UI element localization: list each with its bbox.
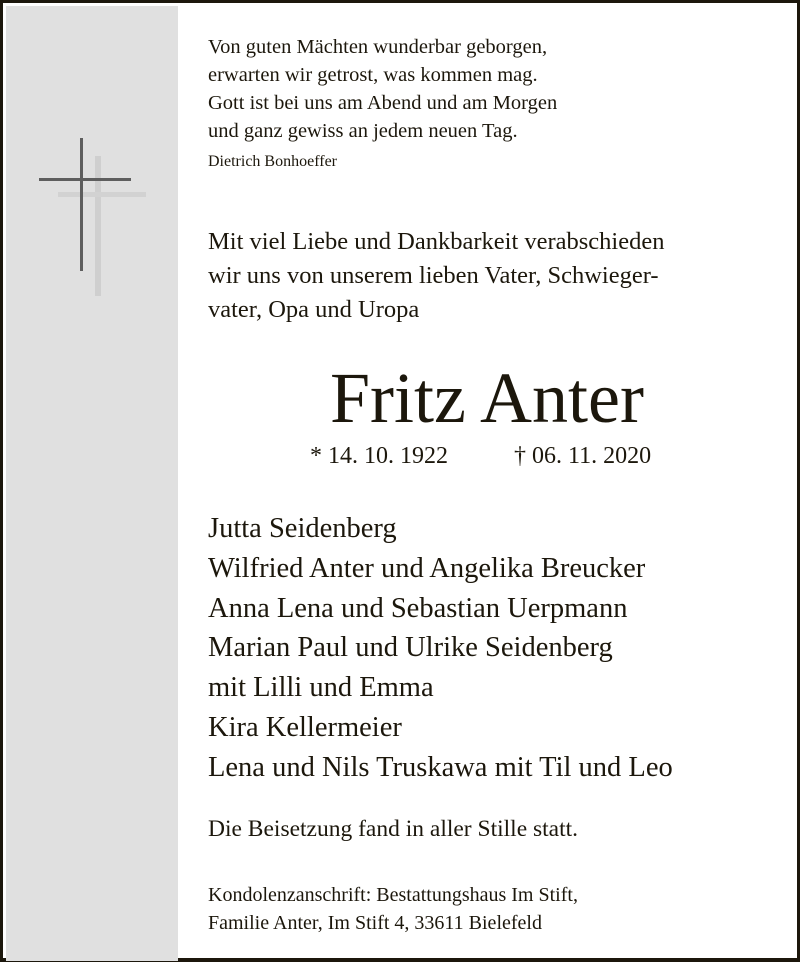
quote-author: Dietrich Bonhoeffer — [208, 153, 337, 170]
quote-line: und ganz gewiss an jedem neuen Tag. — [208, 120, 518, 142]
quote — [208, 33, 557, 145]
deceased-name: Fritz Anter — [330, 358, 644, 438]
mourner: mit Lilli und Emma — [208, 672, 434, 704]
mourner: Marian Paul und Ulrike Seidenberg — [208, 632, 613, 664]
intro-text — [208, 225, 665, 327]
intro-line: Mit viel Liebe und Dankbarkeit verabschieden — [208, 228, 665, 255]
mourners-list — [208, 509, 673, 788]
cross-icon — [6, 6, 178, 326]
contact-line: Familie Anter, Im Stift 4, 33611 Bielefeld — [208, 912, 542, 934]
birth-date: * 14. 10. 1922 — [310, 443, 448, 469]
mourner: Jutta Seidenberg — [208, 513, 397, 544]
mourner: Anna Lena und Sebastian Uerpmann — [208, 592, 628, 624]
death-date: † 06. 11. 2020 — [514, 443, 652, 469]
condolence-address — [208, 881, 578, 937]
intro-line: wir uns von unserem lieben Vater, Schwieger- — [208, 262, 659, 289]
sidebar-panel — [6, 6, 178, 961]
mourner: Wilfried Anter und Angelika Breucker — [208, 552, 646, 584]
burial-note: Die Beisetzung fand in aller Stille statt. — [208, 816, 579, 842]
contact-line: Kondolenzanschrift: Bestattungshaus Im Stift, — [208, 884, 578, 906]
mourner: Kira Kellermeier — [208, 711, 402, 743]
quote-line: Gott ist bei uns am Abend und am Morgen — [208, 92, 558, 114]
quote-line: erwarten wir getrost, was kommen mag. — [208, 64, 538, 86]
intro-line: vater, Opa und Uropa — [208, 296, 420, 323]
mourner: Lena und Nils Truskawa mit Til und Leo — [208, 751, 673, 783]
quote-line: Von guten Mächten wunderbar geborgen, — [208, 36, 548, 58]
